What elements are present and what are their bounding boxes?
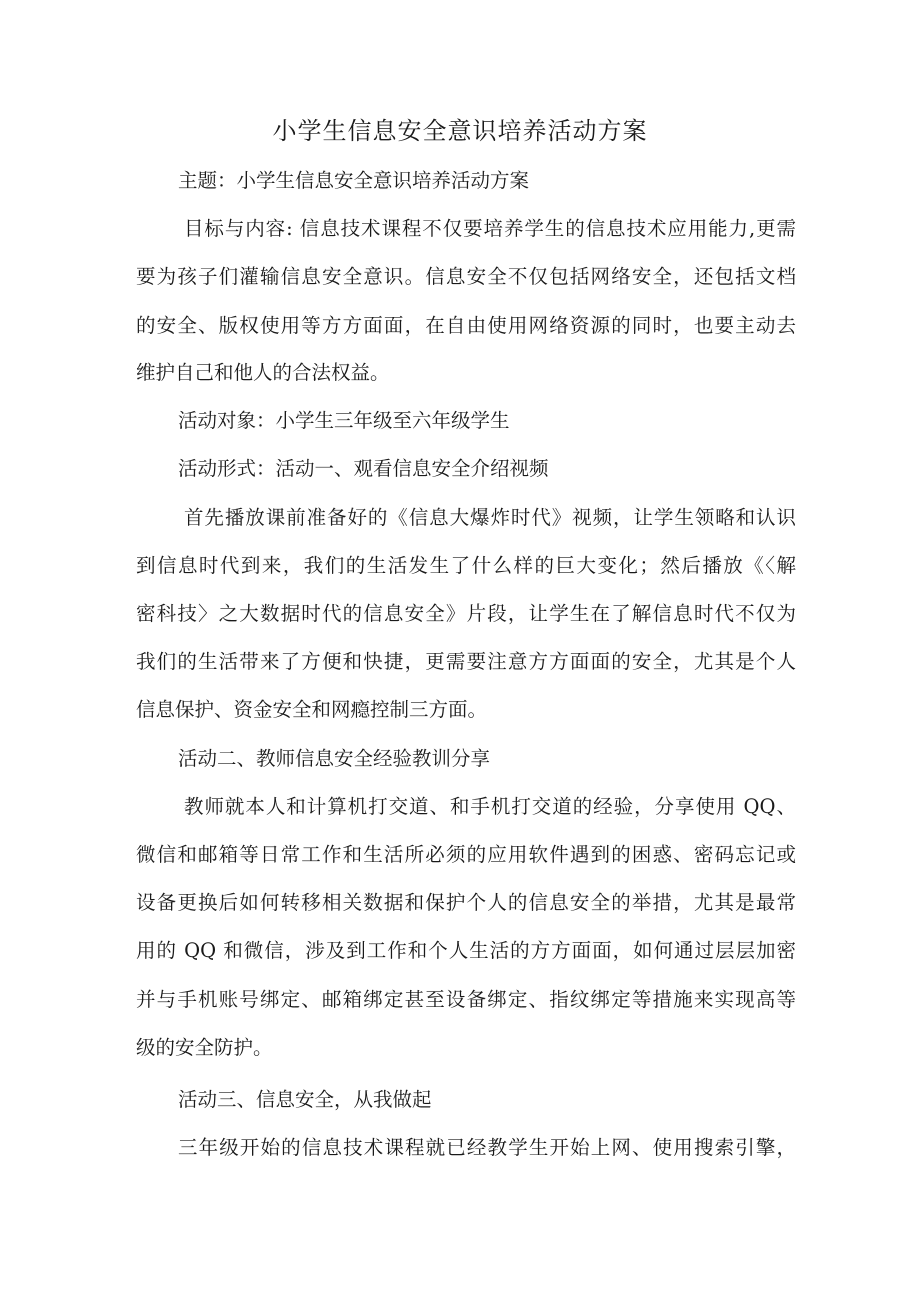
paragraph-line: 到信息时代到来，我们的生活发生了什么样的巨大变化；然后播放《〈解: [136, 554, 796, 577]
activity-two-heading: 活动二、教师信息安全经验教训分享: [178, 747, 491, 770]
paragraph-line: 要为孩子们灌输信息安全意识。信息安全不仅包括网络安全，还包括文档: [136, 265, 796, 288]
paragraph-line: 信息保护、资金安全和网瘾控制三方面。: [136, 698, 488, 721]
paragraph-line: 级的安全防护。: [136, 1036, 273, 1059]
paragraph-line: 用的 QQ 和微信，涉及到工作和个人生活的方方面面，如何通过层层加密: [136, 939, 796, 962]
paragraph-line: 并与手机账号绑定、邮箱绑定甚至设备绑定、指纹绑定等措施来实现高等: [136, 988, 796, 1011]
paragraph-line: 我们的生活带来了方便和快捷，更需要注意方方面面的安全，尤其是个人: [136, 650, 796, 673]
theme-line: 主题：小学生信息安全意识培养活动方案: [178, 169, 530, 192]
document-title: 小学生信息安全意识培养活动方案: [272, 117, 648, 145]
activity-three-heading: 活动三、信息安全，从我做起: [178, 1088, 432, 1111]
paragraph-line: 首先播放课前准备好的《信息大爆炸时代》视频，让学生领略和认识: [184, 506, 796, 529]
audience-line: 活动对象：小学生三年级至六年级学生: [178, 409, 510, 432]
paragraph-line: 密科技〉之大数据时代的信息安全》片段，让学生在了解信息时代不仅为: [136, 602, 796, 625]
paragraph-line: 微信和邮箱等日常工作和生活所必须的应用软件遇到的困惑、密码忘记或: [136, 843, 796, 866]
paragraph-line: 三年级开始的信息技术课程就已经教学生开始上网、使用搜索引擎，: [178, 1136, 796, 1159]
paragraph-line: 设备更换后如何转移相关数据和保护个人的信息安全的举措，尤其是最常: [136, 891, 796, 914]
paragraph-line: 目标与内容: 信息技术课程不仅要培养学生的信息技术应用能力,更需: [184, 217, 796, 240]
paragraph-line: 教师就本人和计算机打交道、和手机打交道的经验，分享使用 QQ、: [184, 795, 796, 818]
paragraph-line: 维护自己和他人的合法权益。: [136, 361, 390, 384]
paragraph-line: 的安全、版权使用等方方面面，在自由使用网络资源的同时，也要主动去: [136, 314, 796, 337]
activity-one-heading: 活动形式：活动一、观看信息安全介绍视频: [178, 457, 549, 480]
